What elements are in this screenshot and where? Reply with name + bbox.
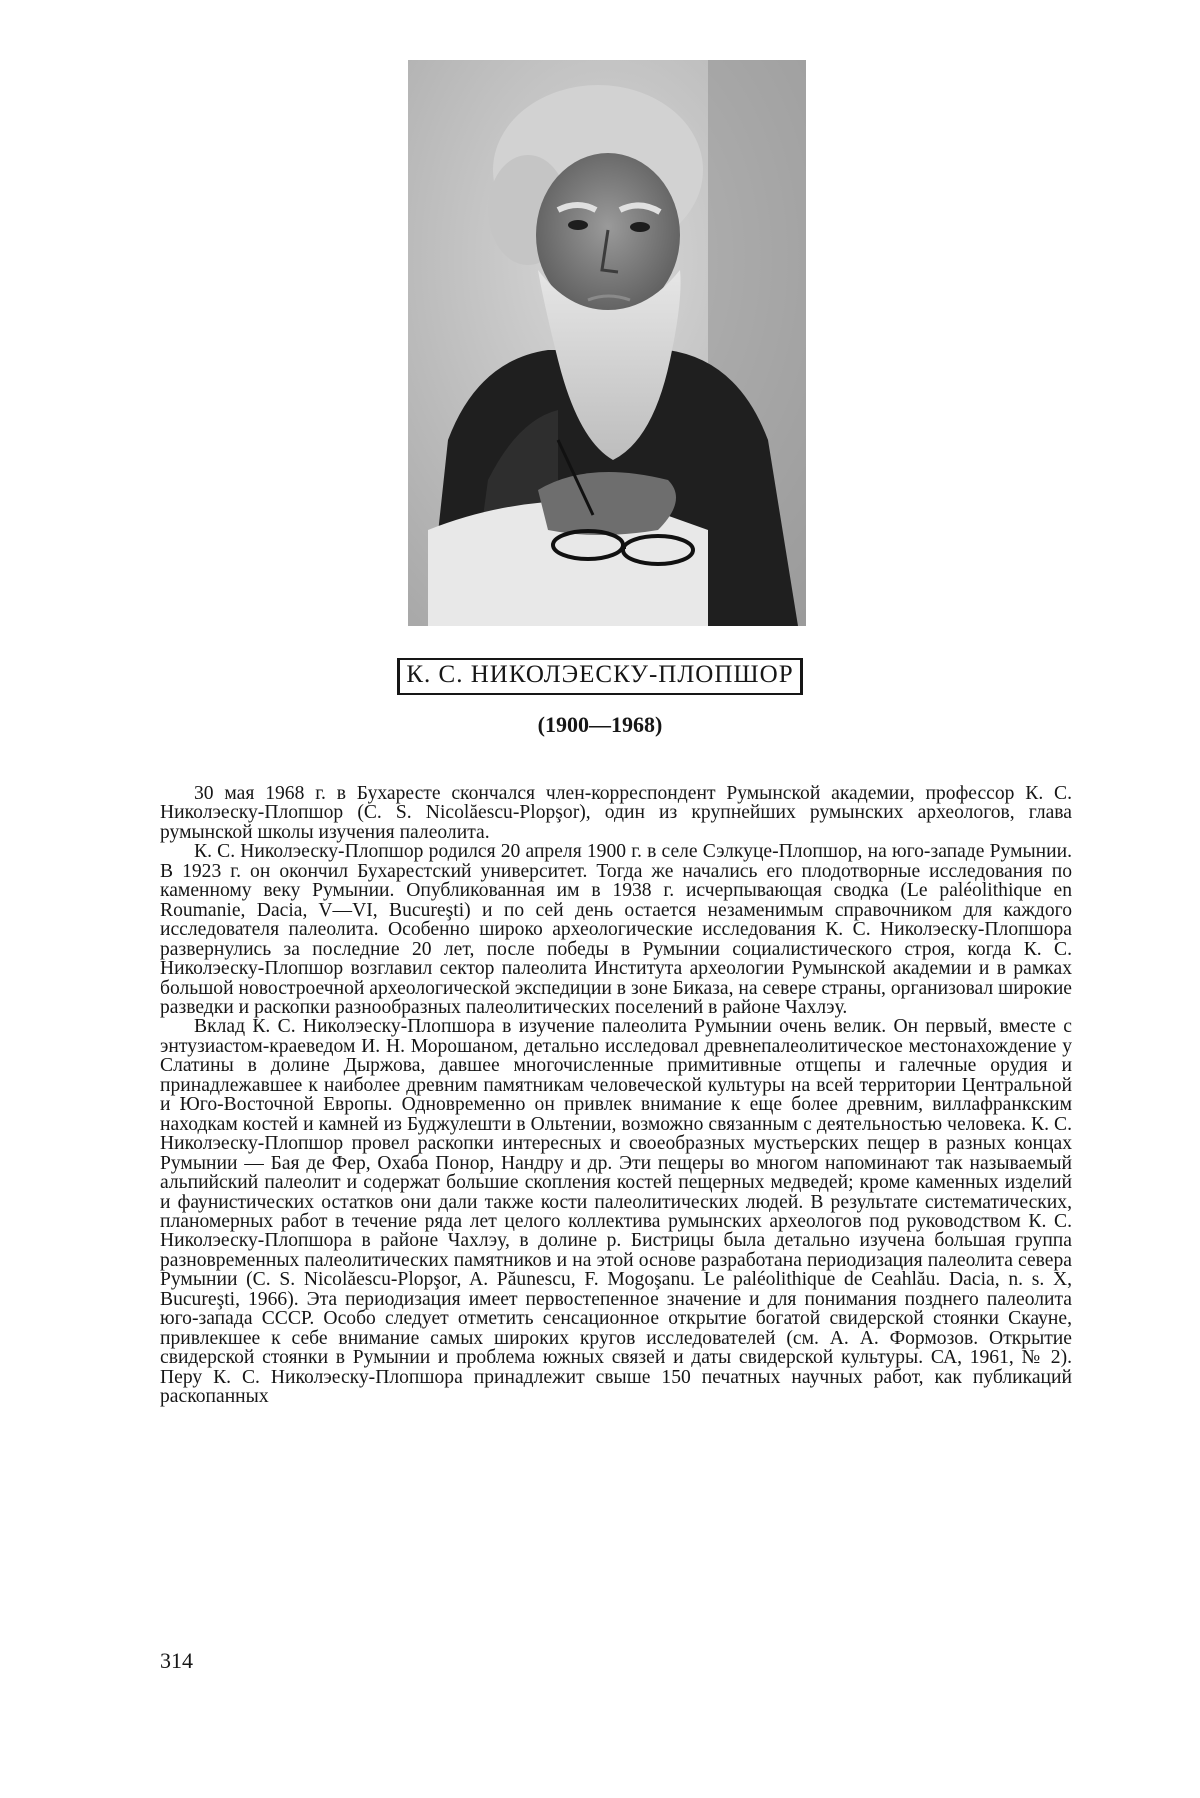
paragraph: Вклад К. С. Николэеску-Плопшора в изучение палеолита Румынии очень велик. Он первый, вместе с энтузиастом-краеведом И. Н. Морошаном, детально исследовал древнепалеолитическое местонахождение у Слатины в долине Дыржова, давшее многочисленные примитивные отщепы и галечные орудия и принадлежавшее к наиболее древним памятникам человеческой культуры на всей территории Центральной и Юго-Восточной Европы. Одновременно он привлек внимание к еще более древним, виллафранкским находкам костей и камней из Буджулешти в Ольтении, возможно связанным с деятельностью человека. К. С. Николэеску-Плопшор провел раскопки интересных и своеобразных мустьерских пещер в разных концах Румынии — Бая де Фер, Охаба Понор, Нандру и др. Эти пещеры во многом напоминают так называемый альпийский палеолит и содержат большие скопления костей пещерных медведей; кроме каменных изделий и фаунистических остатков они дали также кости палеолитических людей. В результате систематических, планомерных работ в течение ряда лет целого коллектива румынских археологов под руководством К. С. Николэеску-Плопшора в районе Чахлэу, в долине р. Бистрицы была детально изучена большая группа разновременных палеолитических памятников и на этой основе разработана периодизация палеолита севера Румынии (С. S. Nicolăescu-Plopşor, A. Păunescu, F. Mogoşanu. Le paléolithique de Ceahlău. Dacia, n. s. X, Bucureşti, 1966). Эта периодизация имеет первостепенное значение и для понимания позднего палеолита юго-запада СССР. Особо следует отметить сенсационное открытие богатой свидерской стоянки Скауне, привлекшее к себе внимание самых широких кругов исследователей (см. А. А. Формозов. Открытие свидерской стоянки в Румынии и проблема южных связей и даты свидерской культуры. СА, 1961, № 2). Перу К. С. Николэеску-Плопшора принадлежит свыше 150 печатных научных работ, как публикаций раскопанных [160,1016,1072,1408]
obituary-heading [0,658,1200,695]
paragraph: К. С. Николэеску-Плопшор родился 20 апреля 1900 г. в селе Сэлкуце-Плопшор, на юго-западе Румынии. В 1923 г. он окончил Бухарестский университет. Тогда же начались его плодотворные исследования по каменному веку Румынии. Опубликованная им в 1938 г. исчерпывающая сводка (Le paléolithique en Roumanie, Dacia, V—VI, Bucureşti) и по сей день остается незаменимым справочником для каждого исследователя палеолита. Особенно широко археологические исследования К. С. Николэеску-Плопшора развернулись за последние 20 лет, после победы в Румынии социалистического строя, когда К. С. Николэеску-Плопшор возглавил сектор палеолита Института археологии Румынской академии и в рамках большой новостроечной археологической экспедиции в зоне Биказа, на севере страны, организовал широкие разведки и раскопки разнообразных палеолитических поселений в районе Чахлэу. [160,841,1072,1018]
portrait-photo [408,60,806,626]
portrait-image [408,60,806,626]
person-name: К. С. НИКОЛЭЕСКУ-ПЛОПШОР [397,658,802,695]
article-body [160,784,1072,1407]
life-dates: (1900—1968) [537,712,663,737]
page-number: 314 [160,1648,193,1673]
paragraph: 30 мая 1968 г. в Бухаресте скончался член-корреспондент Румынской академии, профессор К. С. Николэеску-Плопшор (С. S. Nicolăescu-Plopşor), один из крупнейших румынских археологов, глава румынской школы изучения палеолита. [160,783,1072,843]
